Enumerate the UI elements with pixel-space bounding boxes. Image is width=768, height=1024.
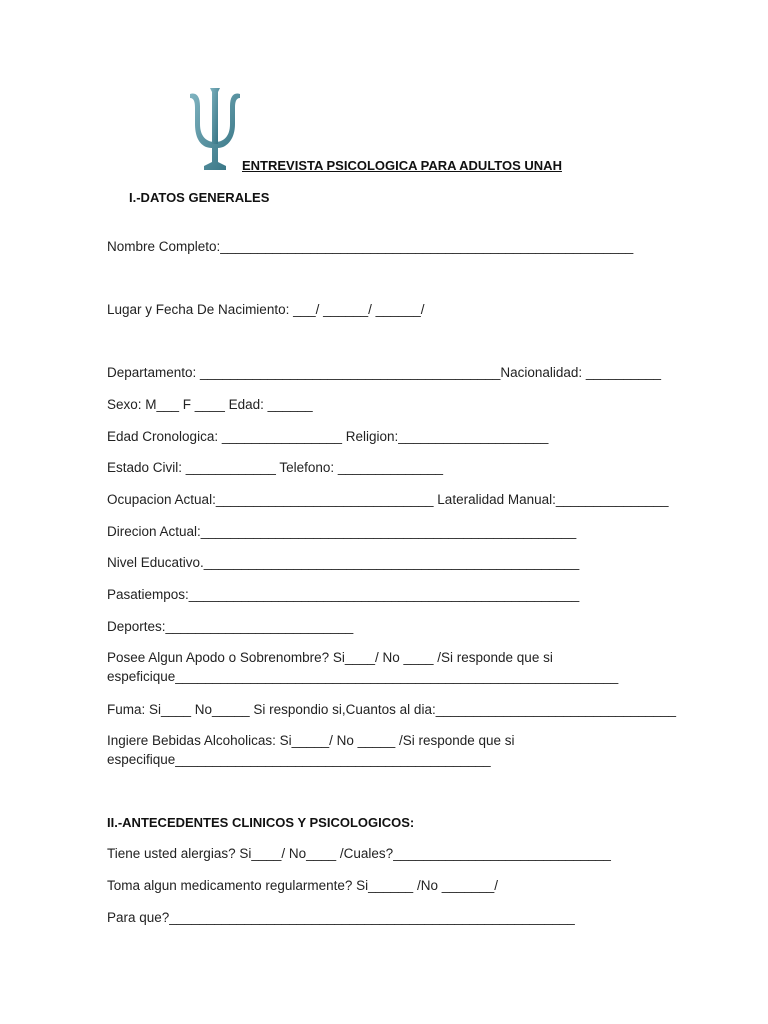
field-apodo-especifique: espeficique___________________________________________________________ (107, 669, 619, 684)
field-estado-civil: Estado Civil: ____________ Telefono: ______________ (107, 460, 444, 475)
field-deportes: Deportes:_________________________ (107, 619, 354, 634)
field-direccion: Direcion Actual:__________________________________________________ (107, 524, 577, 539)
field-nivel-educativo: Nivel Educativo.__________________________________________________ (107, 555, 580, 570)
field-bebidas-especifique: especifique__________________________________________ (107, 752, 491, 767)
field-nombre: Nombre Completo:_______________________________________________________ (107, 239, 634, 254)
field-para-que: Para que?______________________________________________________ (107, 910, 575, 925)
field-sexo: Sexo: M___ F ____ Edad: ______ (107, 397, 313, 412)
field-medicamento: Toma algun medicamento regularmente? Si______ /No _______/ (107, 878, 499, 893)
field-fuma: Fuma: Si____ No_____ Si respondio si,Cuantos al dia:________________________________ (107, 702, 676, 717)
field-pasatiempos: Pasatiempos:____________________________________________________ (107, 587, 580, 602)
field-apodo: Posee Algun Apodo o Sobrenombre? Si____/ No ____ /Si responde que si (107, 650, 553, 665)
field-edad-cronologica: Edad Cronologica: ________________ Religion:____________________ (107, 429, 549, 444)
psi-symbol-icon (186, 86, 244, 172)
field-alergias: Tiene usted alergias? Si____/ No____ /Cuales?_____________________________ (107, 846, 611, 861)
section-antecedentes: II.-ANTECEDENTES CLINICOS Y PSICOLOGICOS: (107, 815, 415, 830)
field-lugar-fecha: Lugar y Fecha De Nacimiento: ___/ ______/ ______/ (107, 302, 425, 317)
field-bebidas: Ingiere Bebidas Alcoholicas: Si_____/ No _____ /Si responde que si (107, 733, 515, 748)
section-datos-generales: I.-DATOS GENERALES (129, 190, 270, 205)
field-ocupacion: Ocupacion Actual:_____________________________ Lateralidad Manual:_______________ (107, 492, 669, 507)
document-title: ENTREVISTA PSICOLOGICA PARA ADULTOS UNAH (242, 158, 562, 173)
field-departamento: Departamento: ________________________________________Nacionalidad: __________ (107, 365, 662, 380)
